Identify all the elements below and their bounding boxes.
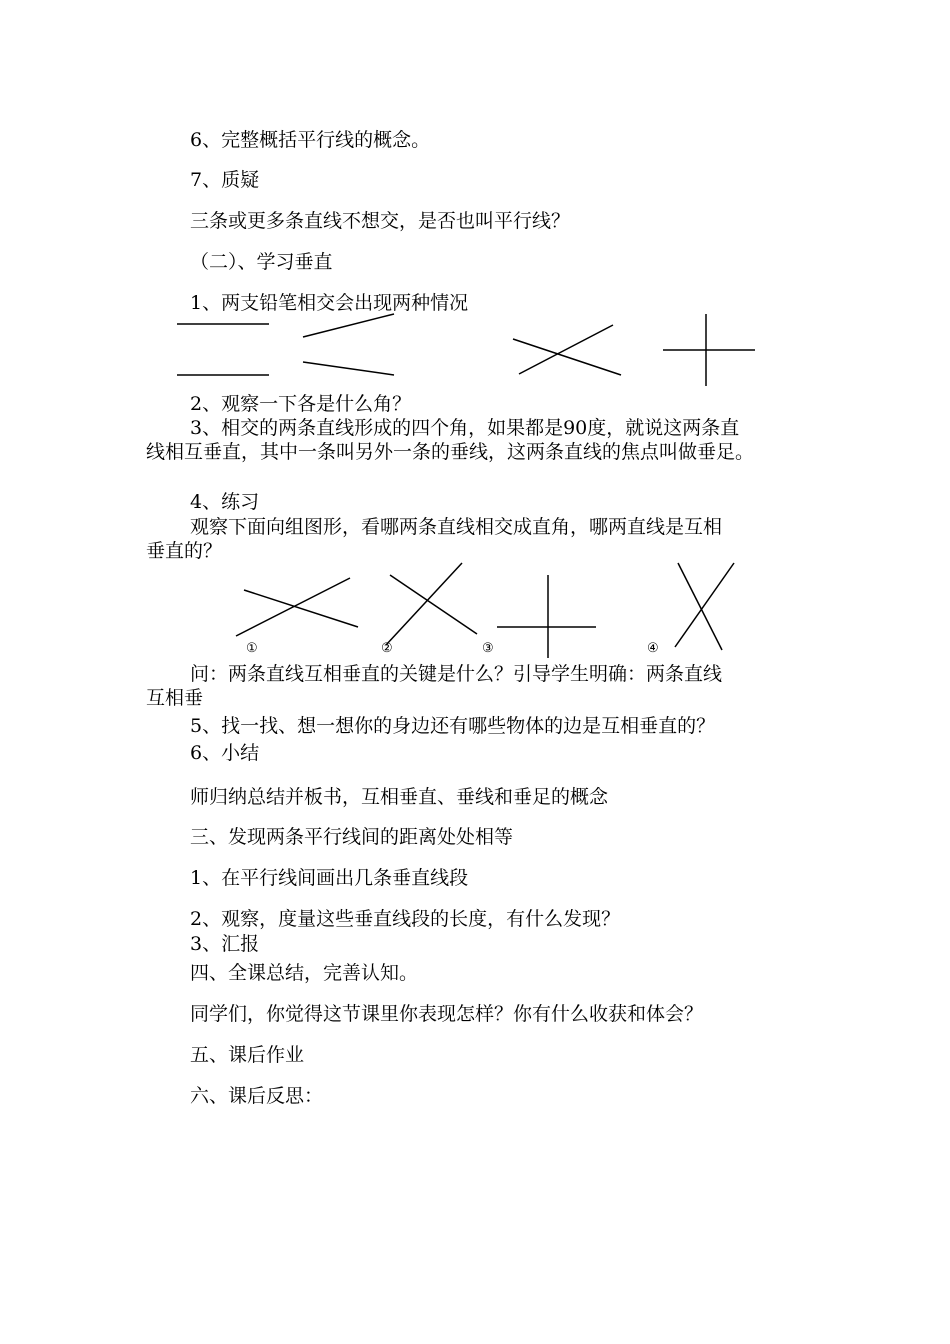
definition-rest: 线相互垂直，其中一条叫另外一条的垂线，这两条直线的焦点叫做垂足。: [146, 441, 755, 463]
figure-label-4: ④: [647, 641, 659, 656]
question-parallel: 三条或更多条直线不想交，是否也叫平行线？: [190, 210, 571, 232]
exercise-instruction: [146, 515, 811, 563]
section-five: 五、课后作业: [190, 1044, 305, 1066]
exercise-4-line-a: [678, 563, 722, 650]
key-question-first: 问：两条直线互相垂直的关键是什么？引导学生明确：两条直线: [190, 663, 723, 685]
summary-heading: 6、小结: [190, 742, 260, 764]
exercise-instruction-rest: 垂直的？: [146, 540, 223, 562]
find-perpendicular: 5、找一找、想一想你的身边还有哪些物体的边是互相垂直的？: [190, 715, 716, 737]
oblique-cross-line-a: [513, 339, 621, 375]
section-perpendicular-heading: （二）、学习垂直: [190, 251, 333, 273]
exercise-2-line-a: [390, 575, 477, 634]
converging-line-bottom: [303, 362, 394, 375]
figure-label-3: ③: [482, 641, 494, 656]
section-six: 六、课后反思：: [190, 1085, 324, 1107]
figure-label-2: ②: [381, 641, 393, 656]
line-7-question: 7、质疑: [190, 169, 260, 191]
exercise-2-line-b: [386, 563, 462, 645]
teacher-summary: 师归纳总结并板书，互相垂直、垂线和垂足的概念: [190, 786, 609, 808]
report: 3、汇报: [190, 933, 260, 955]
reflection-question: 同学们，你觉得这节课里你表现怎样？你有什么收获和体会？: [190, 1003, 704, 1025]
definition-paragraph: [146, 416, 811, 464]
draw-segments: 1、在平行线间画出几条垂直线段: [190, 867, 469, 889]
two-pencils-line: 1、两支铅笔相交会出现两种情况: [190, 292, 469, 314]
exercise-1-line-a: [244, 590, 358, 627]
exercise-1-line-b: [236, 578, 350, 636]
section-three: 三、发现两条平行线间的距离处处相等: [190, 826, 514, 848]
definition-first: 3、相交的两条直线形成的四个角，如果都是90度，就说这两条直: [190, 417, 740, 439]
exercise-instruction-first: 观察下面向组图形，看哪两条直线相交成直角，哪两直线是互相: [190, 516, 723, 538]
section-four: 四、全课总结，完善认知。: [190, 962, 419, 984]
key-question-rest: 互相垂: [146, 687, 204, 709]
observe-measure: 2、观察，度量这些垂直线段的长度，有什么发现？: [190, 908, 621, 930]
oblique-cross-line-b: [519, 325, 613, 374]
key-question: [146, 662, 811, 710]
converging-line-top: [303, 314, 394, 337]
exercise-heading: 4、练习: [190, 491, 260, 513]
observe-angles: 2、观察一下各是什么角？: [190, 393, 412, 415]
figure-label-1: ①: [246, 641, 258, 656]
line-6-concept: 6、完整概括平行线的概念。: [190, 129, 431, 151]
